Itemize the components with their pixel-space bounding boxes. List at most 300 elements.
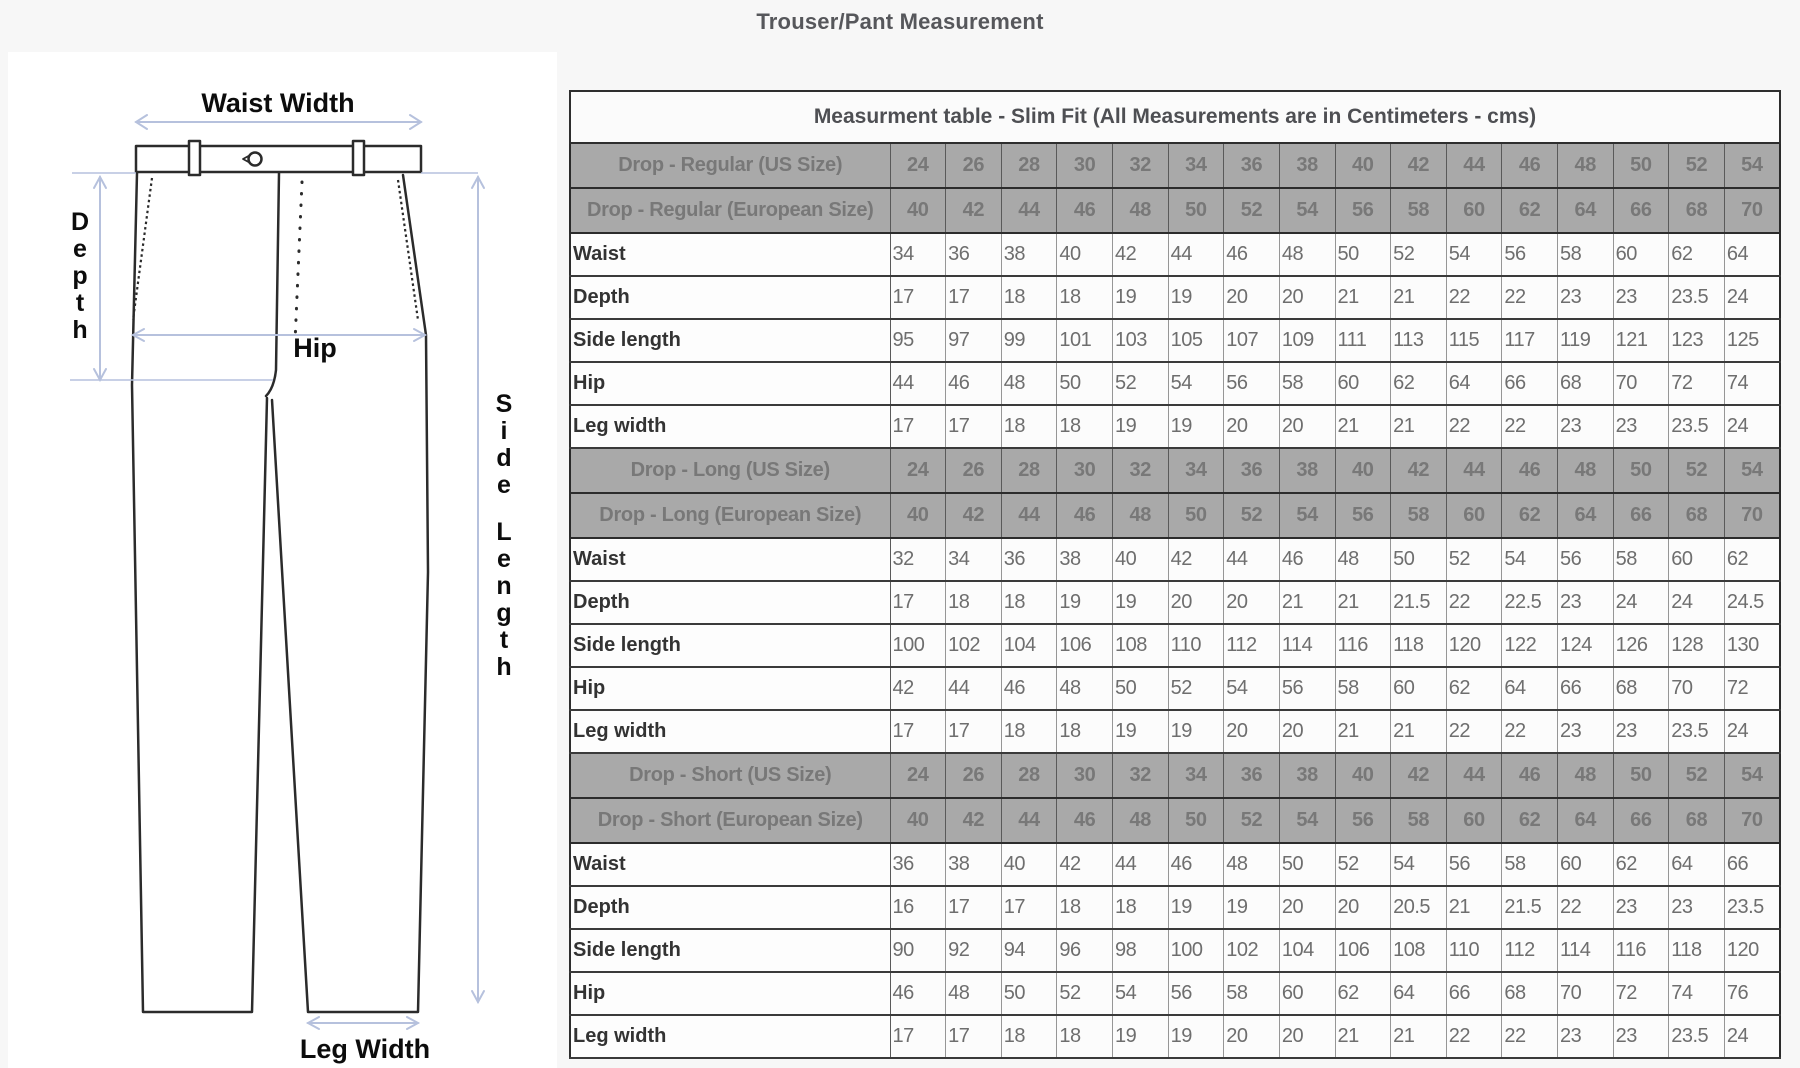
measure-value: 60: [1391, 667, 1447, 710]
measurement-row: [570, 929, 1780, 972]
measure-value: 54: [1391, 843, 1447, 886]
measure-value: 22: [1446, 276, 1502, 319]
measure-value: 44: [1168, 233, 1224, 276]
measure-value: 121: [1613, 319, 1669, 362]
section-us-label: Drop - Short (US Size): [570, 753, 890, 798]
measure-value: 119: [1558, 319, 1614, 362]
eu-size-cell: 66: [1613, 493, 1669, 538]
measure-value: 20: [1279, 1015, 1335, 1058]
measure-value: 58: [1558, 233, 1614, 276]
waistband: [136, 146, 421, 172]
eu-size-cell: 46: [1057, 798, 1113, 843]
measure-value: 17: [946, 276, 1002, 319]
measure-value: 106: [1335, 929, 1391, 972]
measure-value: 74: [1724, 362, 1780, 405]
measure-value: 21: [1335, 405, 1391, 448]
us-size-header-row: [570, 448, 1780, 493]
measure-value: 17: [890, 405, 946, 448]
us-size-cell: 28: [1001, 143, 1057, 188]
measure-label: Side length: [570, 624, 890, 667]
measure-value: 22: [1446, 581, 1502, 624]
measure-value: 17: [890, 710, 946, 753]
eu-size-cell: 44: [1001, 188, 1057, 233]
eu-size-header-row: [570, 493, 1780, 538]
eu-size-cell: 42: [946, 188, 1002, 233]
measure-value: 19: [1168, 710, 1224, 753]
measure-value: 42: [1057, 843, 1113, 886]
measure-value: 24: [1724, 710, 1780, 753]
measure-value: 44: [1113, 843, 1169, 886]
measure-value: 36: [890, 843, 946, 886]
us-size-cell: 34: [1168, 143, 1224, 188]
section-us-label: Drop - Long (US Size): [570, 448, 890, 493]
us-size-cell: 44: [1446, 448, 1502, 493]
leg-width-label: Leg Width: [299, 1034, 431, 1064]
eu-size-cell: 48: [1113, 493, 1169, 538]
measure-value: 18: [1001, 405, 1057, 448]
crease-dotted-line: [295, 182, 302, 342]
measure-value: 44: [890, 362, 946, 405]
us-size-cell: 26: [946, 448, 1002, 493]
measure-value: 56: [1224, 362, 1280, 405]
measurement-table: [569, 90, 1781, 1059]
measure-value: 70: [1613, 362, 1669, 405]
measure-value: 66: [1446, 972, 1502, 1015]
measure-value: 52: [1168, 667, 1224, 710]
measure-value: 21: [1446, 886, 1502, 929]
svg-text:D: D: [70, 208, 90, 236]
us-size-cell: 34: [1168, 448, 1224, 493]
measure-value: 20: [1224, 581, 1280, 624]
measure-value: 19: [1113, 581, 1169, 624]
eu-size-cell: 52: [1224, 188, 1280, 233]
measure-value: 120: [1724, 929, 1780, 972]
measure-value: 19: [1113, 710, 1169, 753]
measure-value: 112: [1224, 624, 1280, 667]
measure-value: 20: [1168, 581, 1224, 624]
svg-text:S: S: [495, 390, 513, 418]
eu-size-cell: 58: [1391, 493, 1447, 538]
measure-value: 22: [1502, 276, 1558, 319]
eu-size-cell: 48: [1113, 798, 1169, 843]
measure-value: 42: [1113, 233, 1169, 276]
measure-value: 40: [1001, 843, 1057, 886]
measure-value: 102: [946, 624, 1002, 667]
eu-size-cell: 54: [1279, 188, 1335, 233]
us-size-cell: 52: [1669, 753, 1725, 798]
measurement-row: [570, 972, 1780, 1015]
measure-value: 99: [1001, 319, 1057, 362]
hip-label: Hip: [293, 333, 337, 363]
measure-value: 58: [1502, 843, 1558, 886]
measure-value: 58: [1279, 362, 1335, 405]
measure-value: 114: [1558, 929, 1614, 972]
measure-value: 21: [1391, 276, 1447, 319]
measure-value: 44: [1224, 538, 1280, 581]
measure-value: 19: [1168, 886, 1224, 929]
eu-size-cell: 54: [1279, 493, 1335, 538]
measurement-row: [570, 1015, 1780, 1058]
measure-value: 34: [890, 233, 946, 276]
measure-label: Leg width: [570, 1015, 890, 1058]
measure-value: 18: [1057, 405, 1113, 448]
measure-value: 58: [1613, 538, 1669, 581]
measure-value: 64: [1391, 972, 1447, 1015]
measure-value: 18: [1057, 886, 1113, 929]
measure-value: 96: [1057, 929, 1113, 972]
us-size-cell: 52: [1669, 143, 1725, 188]
measure-value: 24: [1613, 581, 1669, 624]
belt-loop-left: [189, 141, 200, 175]
eu-size-cell: 68: [1669, 493, 1725, 538]
measure-value: 115: [1446, 319, 1502, 362]
eu-size-header-row: [570, 798, 1780, 843]
measure-label: Side length: [570, 929, 890, 972]
measure-value: 20: [1224, 1015, 1280, 1058]
measure-value: 48: [1224, 843, 1280, 886]
measure-value: 20: [1279, 886, 1335, 929]
measure-value: 56: [1558, 538, 1614, 581]
us-size-cell: 36: [1224, 448, 1280, 493]
measure-value: 50: [1279, 843, 1335, 886]
measure-value: 18: [1001, 276, 1057, 319]
measure-value: 19: [1168, 1015, 1224, 1058]
eu-size-cell: 50: [1168, 493, 1224, 538]
us-size-cell: 24: [890, 753, 946, 798]
eu-size-cell: 50: [1168, 798, 1224, 843]
measure-value: 22: [1446, 405, 1502, 448]
measure-label: Hip: [570, 972, 890, 1015]
measure-value: 112: [1502, 929, 1558, 972]
trouser-diagram-svg: [8, 52, 557, 1068]
measure-value: 19: [1113, 405, 1169, 448]
measure-value: 54: [1113, 972, 1169, 1015]
measure-value: 62: [1669, 233, 1725, 276]
measure-value: 20: [1279, 276, 1335, 319]
measure-value: 126: [1613, 624, 1669, 667]
measure-value: 24: [1724, 405, 1780, 448]
measure-value: 38: [946, 843, 1002, 886]
measure-value: 40: [1113, 538, 1169, 581]
measure-value: 23: [1558, 276, 1614, 319]
measure-value: 125: [1724, 319, 1780, 362]
side-length-label: [496, 390, 513, 681]
measure-value: 108: [1113, 624, 1169, 667]
measure-value: 23: [1558, 405, 1614, 448]
svg-text:e: e: [497, 545, 511, 573]
us-size-header-row: [570, 753, 1780, 798]
measure-label: Depth: [570, 276, 890, 319]
measure-value: 52: [1335, 843, 1391, 886]
measure-value: 24: [1724, 1015, 1780, 1058]
measure-value: 48: [1279, 233, 1335, 276]
measurement-row: [570, 405, 1780, 448]
svg-text:L: L: [496, 518, 512, 546]
measurement-row: [570, 319, 1780, 362]
eu-size-cell: 52: [1224, 798, 1280, 843]
measure-value: 21: [1335, 710, 1391, 753]
measure-value: 36: [946, 233, 1002, 276]
us-size-cell: 24: [890, 448, 946, 493]
measure-value: 110: [1168, 624, 1224, 667]
measure-value: 76: [1724, 972, 1780, 1015]
us-size-cell: 28: [1001, 448, 1057, 493]
measure-value: 70: [1669, 667, 1725, 710]
svg-text:p: p: [72, 262, 88, 290]
measure-value: 50: [1391, 538, 1447, 581]
measure-value: 40: [1057, 233, 1113, 276]
measure-value: 46: [1168, 843, 1224, 886]
eu-size-cell: 60: [1446, 188, 1502, 233]
measure-value: 56: [1168, 972, 1224, 1015]
eu-size-cell: 40: [890, 798, 946, 843]
measure-value: 118: [1669, 929, 1725, 972]
measure-value: 23: [1558, 710, 1614, 753]
measure-value: 62: [1391, 362, 1447, 405]
measure-value: 20: [1335, 886, 1391, 929]
measure-value: 22.5: [1502, 581, 1558, 624]
measure-value: 21.5: [1391, 581, 1447, 624]
eu-size-cell: 40: [890, 493, 946, 538]
eu-size-cell: 56: [1335, 188, 1391, 233]
eu-size-cell: 58: [1391, 798, 1447, 843]
measure-value: 68: [1502, 972, 1558, 1015]
measure-value: 18: [1001, 1015, 1057, 1058]
eu-size-cell: 66: [1613, 188, 1669, 233]
measure-value: 52: [1391, 233, 1447, 276]
eu-size-cell: 54: [1279, 798, 1335, 843]
measure-value: 34: [946, 538, 1002, 581]
measure-value: 19: [1113, 276, 1169, 319]
svg-text:i: i: [500, 417, 508, 445]
measure-value: 22: [1502, 1015, 1558, 1058]
measure-value: 109: [1279, 319, 1335, 362]
measure-label: Leg width: [570, 405, 890, 448]
svg-text:t: t: [499, 626, 509, 654]
measure-value: 22: [1446, 710, 1502, 753]
eu-size-cell: 62: [1502, 493, 1558, 538]
measure-value: 98: [1113, 929, 1169, 972]
measure-value: 20: [1279, 405, 1335, 448]
measure-value: 19: [1113, 1015, 1169, 1058]
measure-value: 97: [946, 319, 1002, 362]
us-size-cell: 38: [1279, 448, 1335, 493]
eu-size-cell: 56: [1335, 798, 1391, 843]
measure-value: 107: [1224, 319, 1280, 362]
us-size-cell: 40: [1335, 448, 1391, 493]
measure-value: 60: [1613, 233, 1669, 276]
measure-value: 17: [946, 710, 1002, 753]
measure-value: 104: [1001, 624, 1057, 667]
svg-text:d: d: [496, 444, 512, 472]
measure-label: Depth: [570, 886, 890, 929]
measure-label: Waist: [570, 538, 890, 581]
measure-value: 18: [1057, 276, 1113, 319]
eu-size-cell: 56: [1335, 493, 1391, 538]
measure-value: 50: [1001, 972, 1057, 1015]
measure-value: 20.5: [1391, 886, 1447, 929]
measure-value: 62: [1335, 972, 1391, 1015]
eu-size-cell: 64: [1558, 493, 1614, 538]
measure-value: 106: [1057, 624, 1113, 667]
measurement-row: [570, 362, 1780, 405]
svg-text:h: h: [72, 316, 88, 344]
us-size-cell: 32: [1113, 753, 1169, 798]
measurement-row: [570, 624, 1780, 667]
measure-value: 54: [1502, 538, 1558, 581]
measure-value: 18: [1057, 1015, 1113, 1058]
measure-value: 58: [1335, 667, 1391, 710]
measure-value: 54: [1224, 667, 1280, 710]
measure-value: 54: [1168, 362, 1224, 405]
measure-value: 56: [1279, 667, 1335, 710]
svg-text:t: t: [75, 289, 85, 317]
measure-value: 19: [1168, 276, 1224, 319]
eu-size-cell: 62: [1502, 188, 1558, 233]
measure-value: 23: [1558, 1015, 1614, 1058]
eu-size-cell: 40: [890, 188, 946, 233]
measure-label: Depth: [570, 581, 890, 624]
eu-size-cell: 70: [1724, 798, 1780, 843]
measure-value: 21: [1391, 710, 1447, 753]
measure-value: 114: [1279, 624, 1335, 667]
measure-value: 46: [1279, 538, 1335, 581]
eu-size-cell: 70: [1724, 188, 1780, 233]
svg-text:g: g: [496, 599, 512, 627]
eu-size-cell: 42: [946, 798, 1002, 843]
measure-value: 62: [1446, 667, 1502, 710]
measure-value: 17: [946, 1015, 1002, 1058]
measure-value: 46: [1001, 667, 1057, 710]
measure-value: 68: [1613, 667, 1669, 710]
eu-size-cell: 64: [1558, 188, 1614, 233]
measure-value: 66: [1724, 843, 1780, 886]
measure-value: 60: [1279, 972, 1335, 1015]
trouser-diagram: [8, 52, 557, 1068]
measure-value: 17: [946, 886, 1002, 929]
measure-value: 23: [1613, 276, 1669, 319]
measure-value: 94: [1001, 929, 1057, 972]
section-eu-label: Drop - Regular (European Size): [570, 188, 890, 233]
measure-value: 17: [890, 276, 946, 319]
measure-value: 42: [1168, 538, 1224, 581]
measure-value: 19: [1224, 886, 1280, 929]
measure-value: 124: [1558, 624, 1614, 667]
size-chart: [569, 90, 1781, 1059]
measure-value: 108: [1391, 929, 1447, 972]
eu-size-cell: 46: [1057, 188, 1113, 233]
measurement-row: [570, 886, 1780, 929]
measure-value: 46: [890, 972, 946, 1015]
us-size-cell: 30: [1057, 448, 1113, 493]
eu-size-cell: 64: [1558, 798, 1614, 843]
measure-value: 130: [1724, 624, 1780, 667]
measure-value: 102: [1224, 929, 1280, 972]
measure-label: Leg width: [570, 710, 890, 753]
measure-value: 52: [1057, 972, 1113, 1015]
measure-value: 24.5: [1724, 581, 1780, 624]
measure-value: 21: [1279, 581, 1335, 624]
eu-size-cell: 68: [1669, 798, 1725, 843]
us-size-cell: 30: [1057, 753, 1113, 798]
eu-size-cell: 48: [1113, 188, 1169, 233]
measure-value: 92: [946, 929, 1002, 972]
measure-value: 116: [1335, 624, 1391, 667]
measure-value: 46: [1224, 233, 1280, 276]
eu-size-cell: 50: [1168, 188, 1224, 233]
measure-label: Side length: [570, 319, 890, 362]
us-size-cell: 50: [1613, 448, 1669, 493]
measure-value: 117: [1502, 319, 1558, 362]
us-size-cell: 26: [946, 143, 1002, 188]
measure-value: 22: [1446, 1015, 1502, 1058]
eu-size-cell: 70: [1724, 493, 1780, 538]
svg-text:h: h: [496, 653, 512, 681]
measure-value: 48: [946, 972, 1002, 1015]
measure-value: 38: [1057, 538, 1113, 581]
depth-label: [71, 208, 89, 344]
measure-value: 18: [946, 581, 1002, 624]
measurement-row: [570, 233, 1780, 276]
measure-value: 23: [1613, 710, 1669, 753]
measure-value: 17: [946, 405, 1002, 448]
measure-value: 19: [1057, 581, 1113, 624]
measure-value: 52: [1113, 362, 1169, 405]
us-size-cell: 44: [1446, 753, 1502, 798]
us-size-cell: 54: [1724, 448, 1780, 493]
measure-label: Hip: [570, 667, 890, 710]
us-size-cell: 48: [1558, 753, 1614, 798]
section-eu-label: Drop - Short (European Size): [570, 798, 890, 843]
table-title-row: [570, 91, 1780, 143]
measure-value: 120: [1446, 624, 1502, 667]
measure-value: 24: [1724, 276, 1780, 319]
measurement-row: [570, 581, 1780, 624]
eu-size-cell: 66: [1613, 798, 1669, 843]
us-size-cell: 46: [1502, 448, 1558, 493]
measure-value: 23.5: [1669, 276, 1725, 319]
svg-text:n: n: [496, 572, 512, 600]
measure-value: 64: [1502, 667, 1558, 710]
us-size-header-row: [570, 143, 1780, 188]
eu-size-cell: 44: [1001, 798, 1057, 843]
measure-value: 18: [1001, 710, 1057, 753]
measure-value: 20: [1279, 710, 1335, 753]
measure-value: 66: [1558, 667, 1614, 710]
page-title: Trouser/Pant Measurement: [756, 9, 1044, 34]
measure-value: 103: [1113, 319, 1169, 362]
measure-value: 54: [1446, 233, 1502, 276]
us-size-cell: 36: [1224, 753, 1280, 798]
measure-value: 32: [890, 538, 946, 581]
waist-width-label: Waist Width: [201, 88, 355, 118]
measure-value: 116: [1613, 929, 1669, 972]
us-size-cell: 34: [1168, 753, 1224, 798]
eu-size-cell: 46: [1057, 493, 1113, 538]
measurement-row: [570, 710, 1780, 753]
measure-value: 48: [1335, 538, 1391, 581]
measure-value: 56: [1446, 843, 1502, 886]
measure-value: 110: [1446, 929, 1502, 972]
section-us-label: Drop - Regular (US Size): [570, 143, 890, 188]
measure-value: 70: [1558, 972, 1614, 1015]
measure-value: 48: [1057, 667, 1113, 710]
waist-button: [249, 153, 262, 166]
measure-value: 100: [1168, 929, 1224, 972]
measure-value: 42: [890, 667, 946, 710]
measure-value: 46: [946, 362, 1002, 405]
measure-value: 23: [1558, 581, 1614, 624]
